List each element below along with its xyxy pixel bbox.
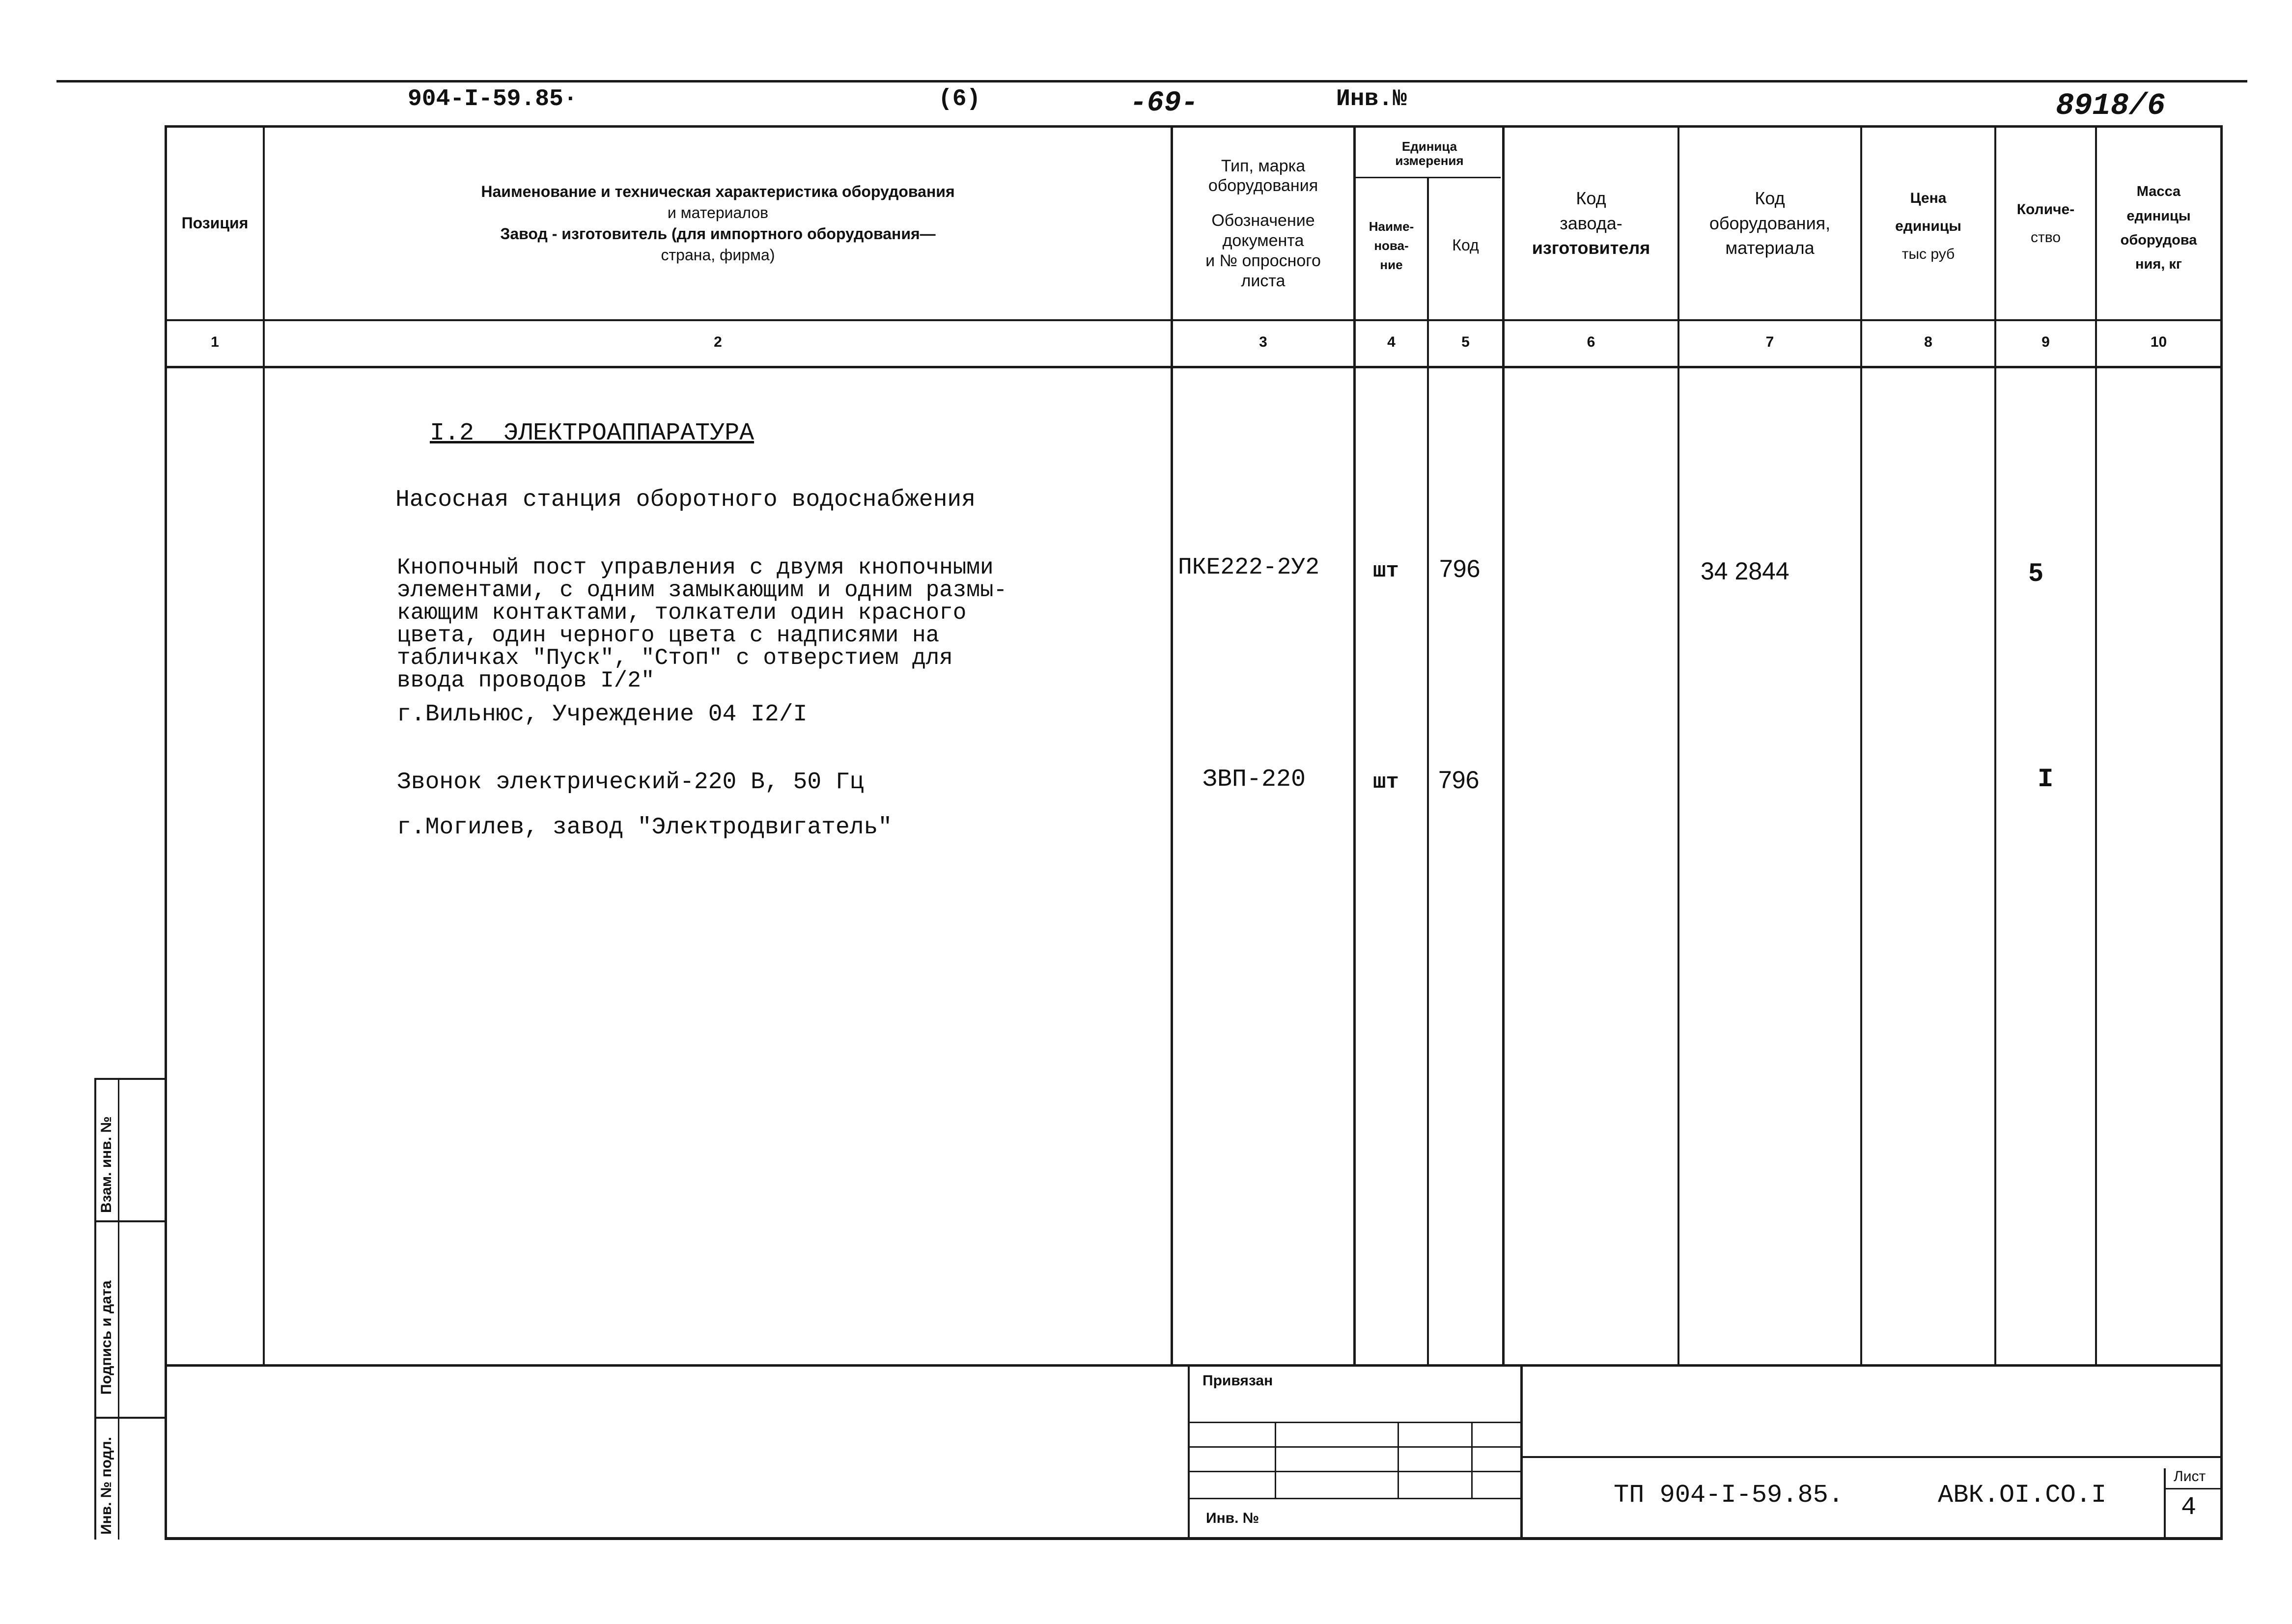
page-number: -69-: [1130, 87, 1199, 119]
top-border-line: [56, 80, 2247, 83]
sheet-index: (6): [938, 86, 981, 112]
col-line-8: [1994, 128, 1996, 1365]
column-number: 8: [1924, 334, 1932, 350]
header-separator: [167, 319, 2220, 321]
linked-grid-line: [1190, 1498, 1520, 1499]
item2-unit: шт: [1373, 770, 1399, 795]
title-inv-label: Инв. №: [1206, 1510, 1259, 1526]
title-block-left-divider: [1188, 1367, 1190, 1539]
title-block-right-divider: [1520, 1367, 1523, 1539]
col-line-7: [1860, 128, 1862, 1365]
col-line-3: [1353, 128, 1356, 1365]
doc-number-line: [1523, 1456, 2220, 1458]
column-number: 4: [1387, 334, 1396, 350]
item1-type: ПКЕ222-2У2: [1178, 554, 1320, 581]
col-line-9: [2095, 128, 2097, 1365]
header-quantity: Количе- ство: [2016, 201, 2075, 246]
header-factory-code: Код завода- изготовителя: [1532, 188, 1650, 258]
col-line-6: [1677, 128, 1679, 1365]
document-number: ТП 904-I-59.85.: [1614, 1481, 1844, 1510]
item1-description: Кнопочный пост управления с двумя кнопочными элементами, с одним замыкающим и одним размы- кающим контактами, толкатели один красного цвета, один черного цвета с надписями на табличках "Пуск", "Стоп" с отверстием для ввода проводов I/2": [397, 555, 1007, 693]
side-orig-inv: Инв. № подл.: [98, 1436, 114, 1535]
header-mass: Масса единицы оборудова ния, кг: [2120, 184, 2197, 273]
header-position: Позиция: [181, 214, 249, 232]
item2-type: ЗВП-220: [1202, 766, 1306, 794]
item1-equipment-code: 34 2844: [1701, 557, 1789, 585]
linked-grid-vline: [1398, 1422, 1399, 1498]
table-top-border: [165, 125, 2223, 128]
linked-grid-vline: [1275, 1422, 1276, 1498]
section-title: I.2 ЭЛЕКТРОАППАРАТУРА: [430, 419, 755, 447]
header-type: Тип, марка оборудования Обозначение документа и № опросного листа: [1205, 156, 1321, 290]
col-line-4: [1427, 177, 1429, 1365]
column-number: 10: [2150, 334, 2167, 350]
column-number: 6: [1587, 334, 1595, 350]
side-stamp-left: [94, 1078, 96, 1540]
sheet-number: 4: [2181, 1493, 2197, 1522]
item1-quantity: 5: [2029, 558, 2043, 587]
inventory-label: Инв.№: [1336, 86, 1407, 112]
column-number: 7: [1765, 334, 1774, 350]
side-stamp-top: [94, 1078, 165, 1080]
table-bottom-border: [165, 1537, 2223, 1540]
sheet-cell-line: [2164, 1488, 2220, 1489]
item1-unit: шт: [1373, 559, 1399, 583]
side-stamp-divider: [94, 1417, 165, 1419]
title-block-top-line: [167, 1364, 2220, 1367]
header-unit-group: Единица измерения: [1395, 139, 1464, 168]
item2-quantity: I: [2038, 765, 2054, 795]
column-number: 9: [2041, 334, 2050, 350]
column-number: 5: [1461, 334, 1470, 350]
sheet-label: Лист: [2174, 1468, 2206, 1485]
item1-manufacturer: г.Вильнюс, Учреждение 04 I2/I: [397, 701, 808, 728]
side-replace-inv: Взам. инв. №: [98, 1116, 114, 1213]
col-line-1: [263, 128, 265, 1365]
col-line-5: [1502, 128, 1505, 1365]
item2-manufacturer: г.Могилев, завод "Электродвигатель": [397, 814, 893, 841]
header-unit-name: Наиме- нова- ние: [1369, 219, 1414, 272]
sheet-cell-divider: [2164, 1468, 2166, 1537]
side-sign-date: Подпись и дата: [98, 1280, 114, 1395]
item2-unit-code: 796: [1438, 766, 1480, 794]
subsection-title: Насосная станция оборотного водоснабжения: [395, 487, 976, 513]
header-equipment-code: Код оборудования, материала: [1709, 188, 1831, 258]
col-line-2: [1171, 128, 1173, 1365]
linked-grid-vline: [1471, 1422, 1473, 1498]
column-number: 3: [1259, 334, 1267, 350]
table-right-border: [2220, 125, 2223, 1540]
column-number-separator: [167, 366, 2220, 368]
inventory-number: 8918/6: [2056, 88, 2166, 123]
linked-label: Привязан: [1202, 1373, 1273, 1389]
document-code: 904-I-59.85·: [408, 86, 578, 112]
item1-unit-code: 796: [1439, 555, 1481, 582]
sheet-code: АВК.ОI.СО.I: [1938, 1481, 2107, 1510]
header-unit-code: Код: [1452, 236, 1479, 254]
item2-description: Звонок электрический-220 В, 50 Гц: [397, 769, 864, 796]
header-name: Наименование и техническая характеристика оборудования и материалов Завод - изготовитель (для импортного оборудования— страна, фирма): [481, 182, 955, 264]
side-stamp-divider: [94, 1220, 165, 1222]
header-price: Цена единицы тыс руб: [1895, 190, 1961, 262]
side-stamp-inner: [118, 1078, 119, 1540]
column-number: 1: [211, 334, 219, 350]
column-number: 2: [714, 334, 722, 350]
